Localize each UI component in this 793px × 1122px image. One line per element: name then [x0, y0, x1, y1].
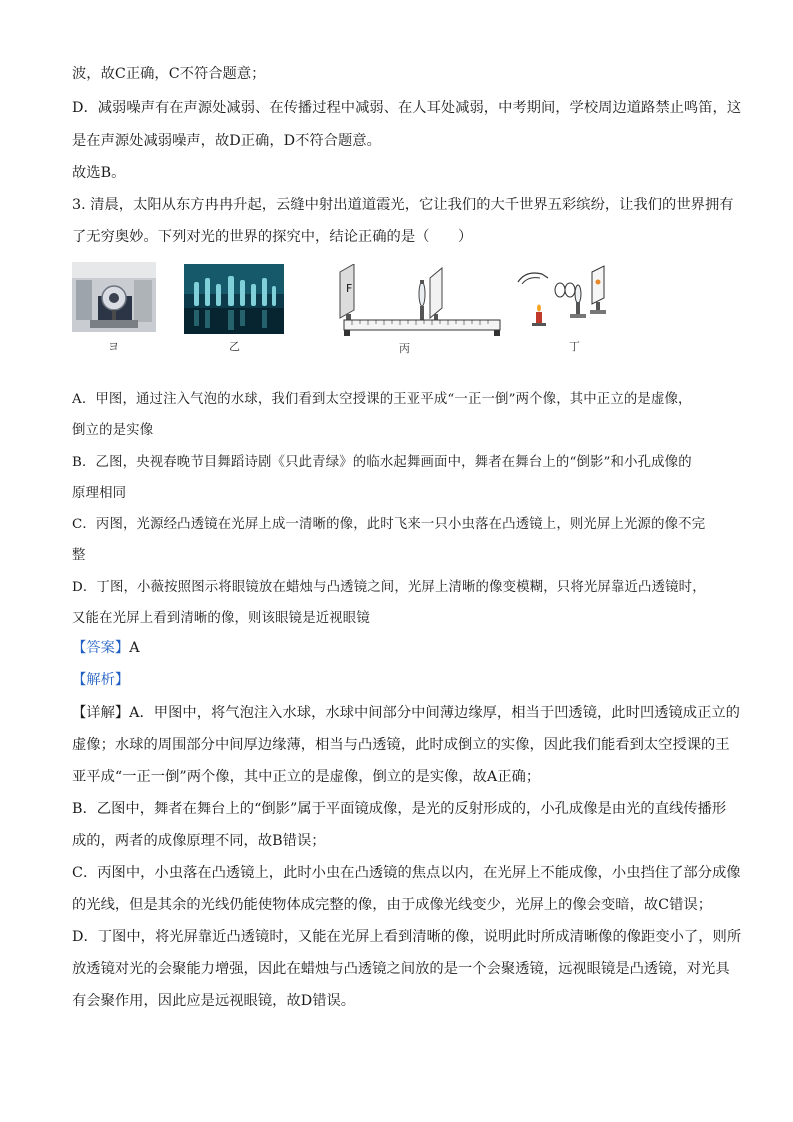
text-line: D．减弱噪声有在声源处减弱、在传播过程中减弱、在人耳处减弱，中考期间，学校周边道路禁止鸣笛，这: [72, 100, 742, 116]
figure-caption-ding: 丁: [569, 340, 580, 353]
detail-line: B．乙图中，舞者在舞台上的“倒影”属于平面镜成像，是光的反射形成的，小孔成像是由光的直线传播形: [72, 801, 727, 817]
option-b: B．乙图，央视春晚节目舞蹈诗剧《只此青绿》的临水起舞画面中，舞者在舞台上的“倒影”和小孔成像的: [72, 455, 692, 470]
question-stem: 了无穷奥妙。下列对光的世界的探究中，结论正确的是（ ）: [72, 229, 473, 245]
option-b: 原理相同: [72, 486, 127, 501]
detail-line: 有会聚作用，因此应是远视眼镜，故D错误。: [72, 993, 356, 1009]
figure-caption-bing: 丙: [399, 342, 410, 355]
option-a: 倒立的是实像: [72, 423, 154, 438]
figure-yi: [184, 264, 284, 334]
figure-caption-jia: ヨ: [108, 340, 119, 353]
answer-line: [72, 638, 140, 658]
figure-caption-yi: 乙: [229, 340, 240, 353]
option-d: D．丁图，小薇按照图示将眼镜放在蜡烛与凸透镜之间，光屏上清晰的像变模糊，只将光屏靠近凸透镜时，: [72, 580, 706, 595]
light-source-letter: F: [346, 282, 353, 295]
detail-line: C．丙图中，小虫落在凸透镜上，此时小虫在凸透镜的焦点以内，在光屏上不能成像，小虫挡住了部分成像: [72, 865, 741, 881]
detail-line: 放透镜对光的会聚能力增强，因此在蜡烛与凸透镜之间放的是一个会聚透镜，远视眼镜是凸透镜，对光具: [72, 961, 730, 977]
option-c: 整: [72, 548, 86, 563]
figure-jia: [72, 262, 156, 332]
detail-line: 成的，两者的成像原理不同，故B错误；: [72, 833, 326, 849]
answer-label: 【答案】: [72, 640, 130, 656]
text-line: 是在声源处减弱噪声，故D正确，D不符合题意。: [72, 133, 381, 149]
option-d: 又能在光屏上看到清晰的像，则该眼镜是近视眼镜: [72, 611, 370, 626]
option-c: C．丙图，光源经凸透镜在光屏上成一清晰的像，此时飞来一只小虫落在凸透镜上，则光屏上光源的像不完: [72, 517, 706, 532]
figure-ding: [512, 262, 612, 332]
detail-line: 的光线，但是其余的光线仍能使物体成完整的像，由于成像光线变少，光屏上的像会变暗，故C错误；: [72, 897, 712, 913]
detail-line: 【详解】A．甲图中，将气泡注入水球，水球中间部分中间薄边缘厚，相当于凹透镜，此时凹透镜成正立的: [72, 705, 740, 721]
answer-value: A: [129, 640, 140, 656]
detail-line: D．丁图中，将光屏靠近凸透镜时，又能在光屏上看到清晰的像，说明此时所成清晰像的像距变小了，则所: [72, 929, 742, 945]
text-line: 波，故C正确，C不符合题意；: [72, 66, 266, 82]
analysis-label: 【解析】: [72, 672, 130, 688]
detail-line: 虚像；水球的周围部分中间厚边缘薄，相当与凸透镜，此时成倒立的实像，因此我们能看到太空授课的王: [72, 737, 730, 753]
text-line: 故选B。: [72, 165, 126, 181]
question-stem: 3. 清晨，太阳从东方冉冉升起，云缝中射出道道霞光，它让我们的大千世界五彩缤纷，让我们的世界拥有: [72, 197, 734, 213]
detail-line: 亚平成“一正一倒”两个像，其中正立的是虚像，倒立的是实像，故A正确；: [72, 769, 541, 785]
figure-bing: [338, 264, 506, 336]
option-a: A．甲图，通过注入气泡的水球，我们看到太空授课的王亚平成“一正一倒”两个像，其中正立的是虚像，: [72, 392, 692, 407]
